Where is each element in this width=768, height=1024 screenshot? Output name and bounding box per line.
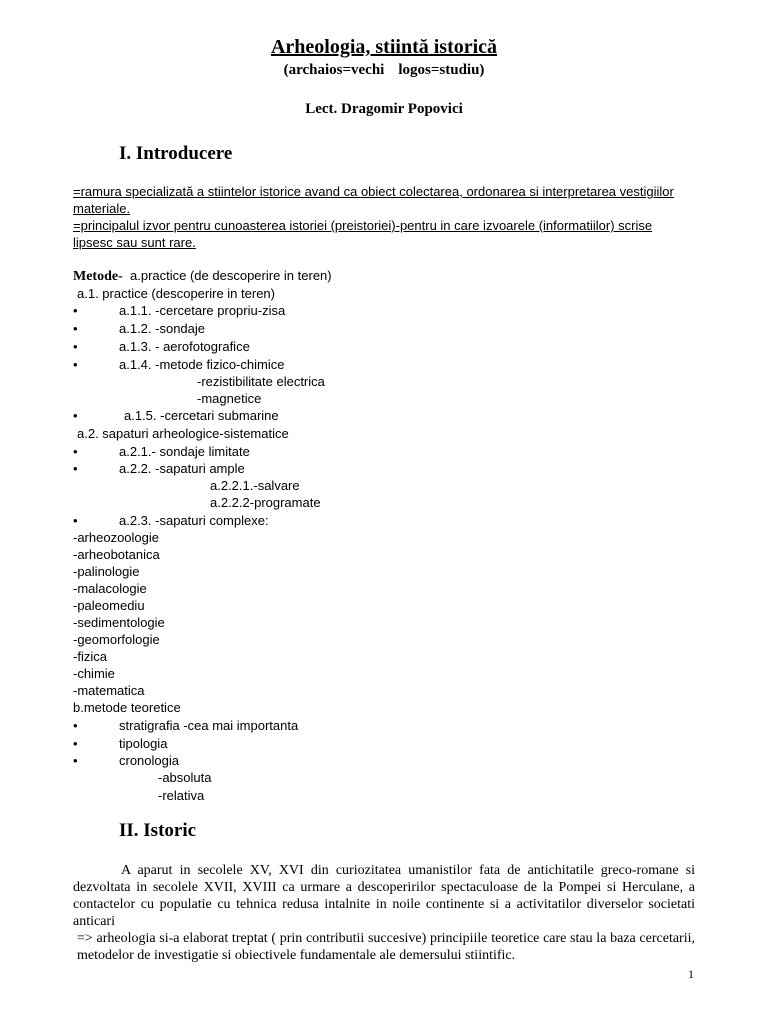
discipline-item: -palinologie <box>73 564 140 579</box>
bullet-icon: • <box>73 718 78 733</box>
metode-label: Metode- <box>73 269 123 284</box>
list-item-a11: a.1.1. -cercetare propriu-zisa <box>119 303 286 318</box>
metode-line <box>73 267 332 285</box>
document-title: Arheologia, stiintă istorică <box>270 36 498 58</box>
discipline-item: -sedimentologie <box>73 615 165 630</box>
list-item-a23: a.2.3. -sapaturi complexe: <box>119 513 269 528</box>
istoric-body <box>73 862 695 964</box>
list-item-a22: a.2.2. -sapaturi ample <box>119 461 245 476</box>
page-number: 1 <box>688 967 694 981</box>
list-subitem-a222: a.2.2.2-programate <box>210 495 321 510</box>
section-heading-introducere: I. Introducere <box>119 143 233 164</box>
bullet-icon: • <box>73 736 78 751</box>
discipline-item: -chimie <box>73 666 115 681</box>
author-line: Lect. Dragomir Popovici <box>305 101 463 117</box>
bullet-icon: • <box>73 753 78 768</box>
discipline-item: -paleomediu <box>73 598 145 613</box>
bullet-icon: • <box>73 461 78 476</box>
discipline-item: -arheozoologie <box>73 530 160 545</box>
discipline-item: -fizica <box>73 649 107 664</box>
list-subitem-b3-2: -relativa <box>158 788 205 803</box>
list-item-a12: a.1.2. -sondaje <box>119 321 206 336</box>
bullet-icon: • <box>73 321 78 336</box>
list-subitem-a14-2: -magnetice <box>197 391 262 406</box>
discipline-item: -arheobotanica <box>73 547 160 562</box>
definition-1: =ramura specializată a stiintelor istorice avand ca obiect colectarea, ordonarea si interpretarea vestigiilor materiale. <box>73 184 674 216</box>
bullet-icon: • <box>73 408 78 423</box>
list-item-a13: a.1.3. - aerofotografice <box>119 339 250 354</box>
bullet-icon: • <box>73 513 78 528</box>
bullet-icon: • <box>73 339 78 354</box>
discipline-item: -geomorfologie <box>73 632 160 647</box>
bullet-icon: • <box>73 357 78 372</box>
list-subitem-a221: a.2.2.1.-salvare <box>210 478 300 493</box>
istoric-paragraph-1: A aparut in secolele XV, XVI din curiozitatea umanistilor fata de antichitatile greco-romane si dezvoltata in secolele XVII, XVIII ca urmare a descoperirilor spectaculoase de la Pompei si Herculane, a contactelor cu populatie cu tehnica redusa intalnite in noile continente si a activitatilor diverselor societati anticari <box>73 863 695 929</box>
subtitle-part-archaios: (archaios=vechi <box>283 62 385 78</box>
bullet-icon: • <box>73 444 78 459</box>
discipline-item: -matematica <box>73 683 145 698</box>
list-subitem-a14-1: -rezistibilitate electrica <box>197 374 325 389</box>
list-item-b1: stratigrafia -cea mai importanta <box>119 718 299 733</box>
list-a1: a.1. practice (descoperire in teren) <box>77 286 275 301</box>
document-subtitle <box>0 62 768 79</box>
list-subitem-b3-1: -absoluta <box>158 770 212 785</box>
list-item-a21: a.2.1.- sondaje limitate <box>119 444 250 459</box>
list-b: b.metode teoretice <box>73 700 181 715</box>
definition-2: =principalul izvor pentru cunoasterea istoriei (preistoriei)-pentru in care izvoarele (informatiilor) scrise lipsesc sau sunt rare. <box>73 218 653 250</box>
list-a2: a.2. sapaturi arheologice-sistematice <box>77 426 289 441</box>
bullet-icon: • <box>73 303 78 318</box>
subtitle-part-logos: logos=studiu) <box>398 62 485 78</box>
definitions <box>73 183 693 251</box>
metode-rest: a.practice (de descoperire in teren) <box>130 268 332 283</box>
discipline-item: -malacologie <box>73 581 147 596</box>
section-heading-istoric: II. Istoric <box>119 820 197 841</box>
list-item-b2: tipologia <box>119 736 168 751</box>
list-item-a14: a.1.4. -metode fizico-chimice <box>119 357 285 372</box>
istoric-paragraph-2: => arheologia si-a elaborat treptat ( prin contributii succesive) principiile teoretice care stau la baza cercetarii, metodelor de investigatie si obiectivele fundamentale ale demersului stiintific. <box>77 931 695 963</box>
list-item-a15: a.1.5. -cercetari submarine <box>124 408 279 423</box>
list-item-b3: cronologia <box>119 753 179 768</box>
